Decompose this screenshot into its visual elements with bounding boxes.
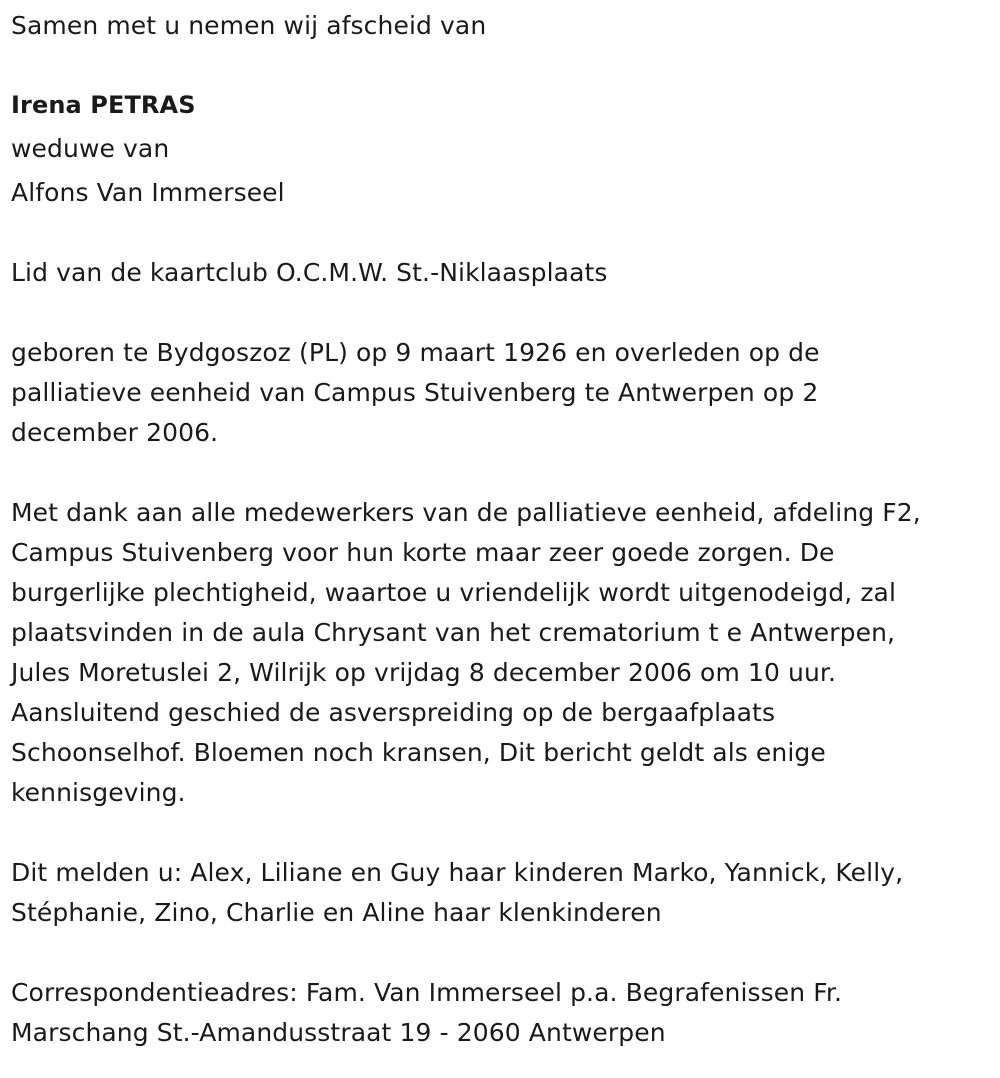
spacer (11, 213, 971, 253)
paragraph-line: Jules Moretuslei 2, Wilrijk op vrijdag 8 december 2006 om 10 uur. (11, 658, 837, 687)
paragraph-line: geboren te Bydgoszoz (PL) op 9 maart 1926 en overleden op de (11, 338, 820, 367)
paragraph-line: Dit melden u: Alex, Liliane en Guy haar kinderen Marko, Yannick, Kelly, (11, 858, 904, 887)
paragraph-line: Correspondentieadres: Fam. Van Immerseel p.a. Begrafenissen Fr. (11, 978, 843, 1007)
spacer (11, 46, 971, 85)
family-paragraph (11, 853, 971, 933)
paragraph-line: Campus Stuivenberg voor hun korte maar zeer goede zorgen. De (11, 538, 835, 567)
death-notice (11, 6, 971, 1053)
thanks-ceremony-paragraph (11, 493, 971, 813)
paragraph-line: palliatieve eenheid van Campus Stuivenberg te Antwerpen op 2 (11, 378, 819, 407)
birth-death-paragraph (11, 333, 971, 453)
spacer (11, 293, 971, 333)
intro-text: Samen met u nemen wij afscheid van (11, 11, 487, 40)
spacer (11, 453, 971, 493)
paragraph-line: kennisgeving. (11, 778, 186, 807)
paragraph-line: december 2006. (11, 418, 219, 447)
paragraph-line: plaatsvinden in de aula Chrysant van het crematorium t e Antwerpen, (11, 618, 896, 647)
paragraph-line: Met dank aan alle medewerkers van de palliatieve eenheid, afdeling F2, (11, 498, 921, 527)
membership-text: Lid van de kaartclub O.C.M.W. St.-Niklaasplaats (11, 258, 608, 287)
paragraph-line: Stéphanie, Zino, Charlie en Aline haar klenkinderen (11, 898, 662, 927)
paragraph-line: Schoonselhof. Bloemen noch kransen, Dit bericht geldt als enige (11, 738, 826, 767)
paragraph-line: Marschang St.-Amandusstraat 19 - 2060 Antwerpen (11, 1018, 666, 1047)
relation-text: weduwe van (11, 134, 170, 163)
spacer (11, 933, 971, 973)
paragraph-line: burgerlijke plechtigheid, waartoe u vriendelijk wordt uitgenodeigd, zal (11, 578, 897, 607)
spacer (11, 813, 971, 853)
paragraph-line: Aansluitend geschied de asverspreiding op de bergaafplaats (11, 698, 776, 727)
correspondence-paragraph (11, 973, 971, 1053)
deceased-name: Irena PETRAS (11, 91, 196, 119)
spouse-name: Alfons Van Immerseel (11, 178, 285, 207)
